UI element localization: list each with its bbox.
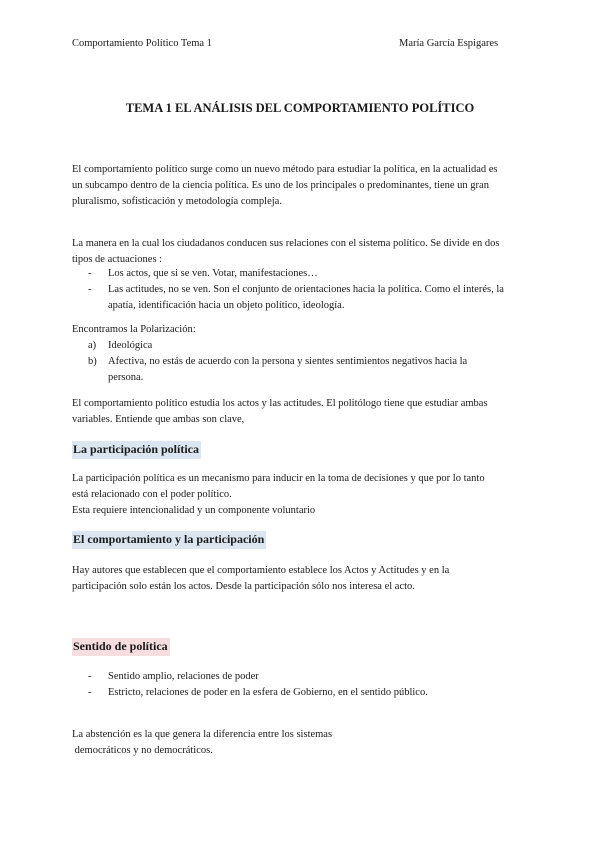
text-line: participación solo están los actos. Desde la participación sólo nos interesa el acto. <box>72 581 415 592</box>
text-line: Esta requiere intencionalidad y un componente voluntario <box>72 505 316 516</box>
text-line: Los actos, que si se ven. Votar, manifestaciones… <box>108 268 318 279</box>
list-item <box>72 669 542 685</box>
list-marker: - <box>88 268 92 279</box>
paragraph-authors <box>72 563 532 595</box>
text-line: persona. <box>108 372 144 383</box>
text-line: El comportamiento político surge como un nuevo método para estudiar la política, en la actualidad es <box>72 164 498 175</box>
paragraph-polarization <box>72 322 532 338</box>
text-line: Ideológica <box>108 340 153 351</box>
text-line: La manera en la cual los ciudadanos conducen sus relaciones con el sistema político. Se divide en dos <box>72 238 500 249</box>
text-line: está relacionado con el poder político. <box>72 489 232 500</box>
list-marker: - <box>88 284 92 295</box>
text-line: La abstención es la que genera la diferencia entre los sistemas <box>72 729 333 740</box>
text-line: Afectiva, no estás de acuerdo con la persona y sientes sentimientos negativos hacia la <box>108 356 468 367</box>
list-item <box>72 354 542 386</box>
text-line: Estricto, relaciones de poder en la esfera de Gobierno, en el sentido público. <box>108 687 428 698</box>
list-item <box>72 338 542 354</box>
text-line: variables. Entiende que ambas son clave, <box>72 414 245 425</box>
paragraph-intro <box>72 162 532 210</box>
document-title: TEMA 1 EL ANÁLISIS DEL COMPORTAMIENTO POLÍTICO <box>125 101 475 115</box>
paragraph-study <box>72 396 532 428</box>
section-heading-sentido: Sentido de política <box>72 638 170 656</box>
text-line: democráticos y no democráticos. <box>72 745 213 756</box>
text-line: un subcampo dentro de la ciencia política. Es uno de los principales o predominantes, tiene un gran <box>72 180 489 191</box>
text-line: Las actitudes, no se ven. Son el conjunto de orientaciones hacia la política. Como el interés, la <box>108 284 504 295</box>
list-item <box>72 282 542 314</box>
text-line: Hay autores que establecen que el comportamiento establece los Actos y Actitudes y en la <box>72 565 450 576</box>
list-item <box>72 685 542 701</box>
list-marker: b) <box>88 356 97 367</box>
paragraph-definition <box>72 236 532 268</box>
list-marker: a) <box>88 340 97 351</box>
text-line: El comportamiento político estudia los actos y las actitudes. El politólogo tiene que estudiar ambas <box>72 398 488 409</box>
text-line: Encontramos la Polarización: <box>72 324 196 335</box>
text-line: pluralismo, sofisticación y metodología compleja. <box>72 196 282 207</box>
text-line: tipos de actuaciones : <box>72 254 163 265</box>
section-heading-comportamiento: El comportamiento y la participación <box>72 531 266 549</box>
section-heading-participacion: La participación política <box>72 441 201 459</box>
text-line: apatía, identificación hacia un objeto político, ideología. <box>108 300 345 311</box>
paragraph-abstention <box>72 727 532 759</box>
paragraph-participation <box>72 471 532 519</box>
text-line: Sentido amplio, relaciones de poder <box>108 671 259 682</box>
header-right: María García Espigares <box>399 38 499 49</box>
list-marker: - <box>88 671 92 682</box>
list-marker: - <box>88 687 92 698</box>
text-line: La participación política es un mecanismo para inducir en la toma de decisiones y que por lo tanto <box>72 473 485 484</box>
header-left: Comportamiento Político Tema 1 <box>72 38 212 49</box>
list-item <box>72 266 542 282</box>
